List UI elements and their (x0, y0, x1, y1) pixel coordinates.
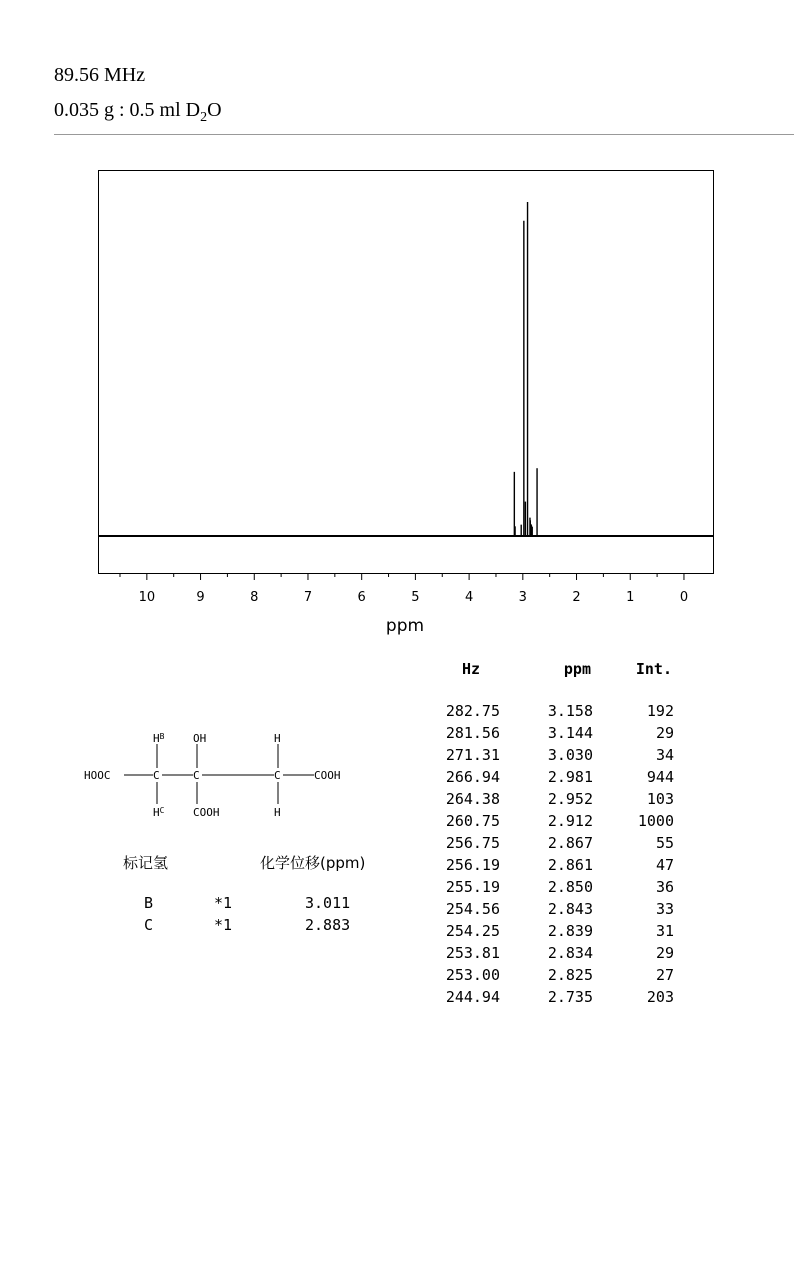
peak-table-cell: 34 (655, 746, 674, 764)
peak-table-cell: 256.75 (445, 834, 500, 852)
peak-table-cell: 31 (655, 922, 674, 940)
peak-table-cell: 256.19 (445, 856, 500, 874)
peak-table-row (424, 812, 684, 834)
peak-table-row (424, 988, 684, 1010)
peak-table-cell: 2.843 (547, 900, 593, 918)
assignment-mult: *1 (214, 894, 233, 912)
peak-table-row (424, 966, 684, 988)
x-tick-label: 10 (138, 590, 156, 605)
peak-table-cell: 3.144 (547, 724, 593, 742)
hydroxyl-label: OH (193, 732, 207, 745)
hydrogen-b-sup: B (159, 732, 165, 741)
hydrogen-top-label: H (274, 732, 281, 745)
sample-suffix: O (207, 99, 222, 121)
peak-table-cell: 33 (655, 900, 674, 918)
peak-table-cell: 244.94 (445, 988, 500, 1006)
peak-table-cell: 2.735 (547, 988, 593, 1006)
peak-table-header-cell: ppm (563, 660, 591, 678)
peak-table-cell: 271.31 (445, 746, 500, 764)
peak-table-cell: 27 (655, 966, 674, 984)
peak-table-row (424, 900, 684, 922)
peak-table-cell: 29 (655, 724, 674, 742)
peak-table-cell: 253.81 (445, 944, 500, 962)
peak-table-cell: 281.56 (445, 724, 500, 742)
peak-table-cell: 266.94 (445, 768, 500, 786)
x-tick-label: 1 (626, 590, 635, 605)
peak-table-cell: 192 (646, 702, 674, 720)
x-tick-label: 6 (357, 590, 366, 605)
peak-table-cell: 3.030 (547, 746, 593, 764)
peak-table-row (424, 834, 684, 856)
assignment-shift: 3.011 (305, 894, 351, 912)
peak-table-cell: 29 (655, 944, 674, 962)
peak-table-cell: 3.158 (547, 702, 593, 720)
sample-subscript: 2 (200, 110, 208, 125)
x-tick-label: 0 (679, 590, 689, 605)
peak-table-row (424, 878, 684, 900)
peak-table-cell: 2.834 (547, 944, 593, 962)
peak-table-row (424, 702, 684, 724)
peak-table-cell: 2.850 (547, 878, 593, 896)
cooh-below-label: COOH (193, 806, 220, 819)
carbon-1-label: C (153, 769, 160, 782)
assignment-shift: 2.883 (305, 916, 351, 934)
hooc-left-label: HOOC (84, 769, 111, 782)
x-tick-label: 2 (572, 590, 581, 605)
peak-table-row (424, 944, 684, 966)
peak-table-cell: 2.861 (547, 856, 593, 874)
peak-table-row (424, 922, 684, 944)
peak-table-cell: 2.825 (547, 966, 593, 984)
peak-table-header (424, 660, 684, 682)
peak-table-header-cell: Int. (635, 660, 672, 678)
peak-table-cell: 944 (646, 768, 674, 786)
x-tick-label: 7 (303, 590, 313, 605)
assignment-shift-header: 化学位移(ppm) (260, 854, 366, 872)
x-tick-label: 9 (196, 590, 205, 605)
peak-table-row (424, 724, 684, 746)
peak-table-cell: 55 (655, 834, 674, 852)
peak-table-cell: 2.952 (547, 790, 593, 808)
peak-table-cell: 1000 (637, 812, 674, 830)
peak-table-cell: 254.56 (445, 900, 500, 918)
hydrogen-c-sup: C (159, 806, 165, 815)
x-tick-label: 8 (250, 590, 259, 605)
peak-table-cell: 253.00 (445, 966, 500, 984)
hydrogen-b-label (153, 732, 165, 745)
x-tick-label: 4 (464, 590, 474, 605)
nmr-spectrum-chart (0, 150, 794, 650)
spectrum-trace (99, 202, 714, 536)
peak-table-row (424, 856, 684, 878)
x-axis-tick-labels (139, 590, 689, 605)
x-tick-label: 5 (411, 590, 420, 605)
carbon-2-label: C (193, 769, 200, 782)
peak-table-row (424, 768, 684, 790)
peak-table-cell: 36 (655, 878, 674, 896)
peak-table-row (424, 790, 684, 812)
hydrogen-c-label (153, 806, 165, 819)
peak-table-cell: 2.839 (547, 922, 593, 940)
hydrogen-bottom-label: H (274, 806, 281, 819)
shift-assignment-table (90, 852, 390, 942)
peak-table-cell: 2.981 (547, 768, 593, 786)
peak-table-header-cell: Hz (461, 660, 480, 678)
peak-table-row (424, 746, 684, 768)
plot-frame (99, 171, 714, 574)
peak-table-cell: 255.19 (445, 878, 500, 896)
x-tick-label: 3 (518, 590, 527, 605)
assignment-label-header: 标记氢 (123, 854, 169, 872)
x-axis-ticks (120, 573, 684, 580)
carbon-3-label: C (274, 769, 281, 782)
assignment-label: B (144, 894, 154, 912)
peak-table-cell: 47 (655, 856, 674, 874)
peak-table-cell: 282.75 (445, 702, 500, 720)
assignment-label: C (144, 916, 154, 934)
assignment-mult: *1 (214, 916, 233, 934)
sample-prefix: 0.035 g : 0.5 ml D (54, 99, 201, 121)
peak-table-cell: 103 (646, 790, 674, 808)
peak-table-cell: 2.912 (547, 812, 593, 830)
sample-concentration (54, 99, 222, 126)
hydrogen-b-h: H (153, 732, 160, 745)
spectrometer-frequency: 89.56 MHz (54, 64, 146, 86)
hydrogen-c-h: H (153, 806, 160, 819)
peak-table-cell: 2.867 (547, 834, 593, 852)
cooh-right-label: COOH (314, 769, 341, 782)
peak-table-cell: 254.25 (445, 922, 500, 940)
x-axis-label: ppm (385, 616, 425, 636)
peak-table-cell: 264.38 (445, 790, 500, 808)
structure-diagram (80, 726, 380, 830)
header-divider (54, 134, 794, 135)
peak-table-cell: 260.75 (445, 812, 500, 830)
peak-table-cell: 203 (646, 988, 674, 1006)
